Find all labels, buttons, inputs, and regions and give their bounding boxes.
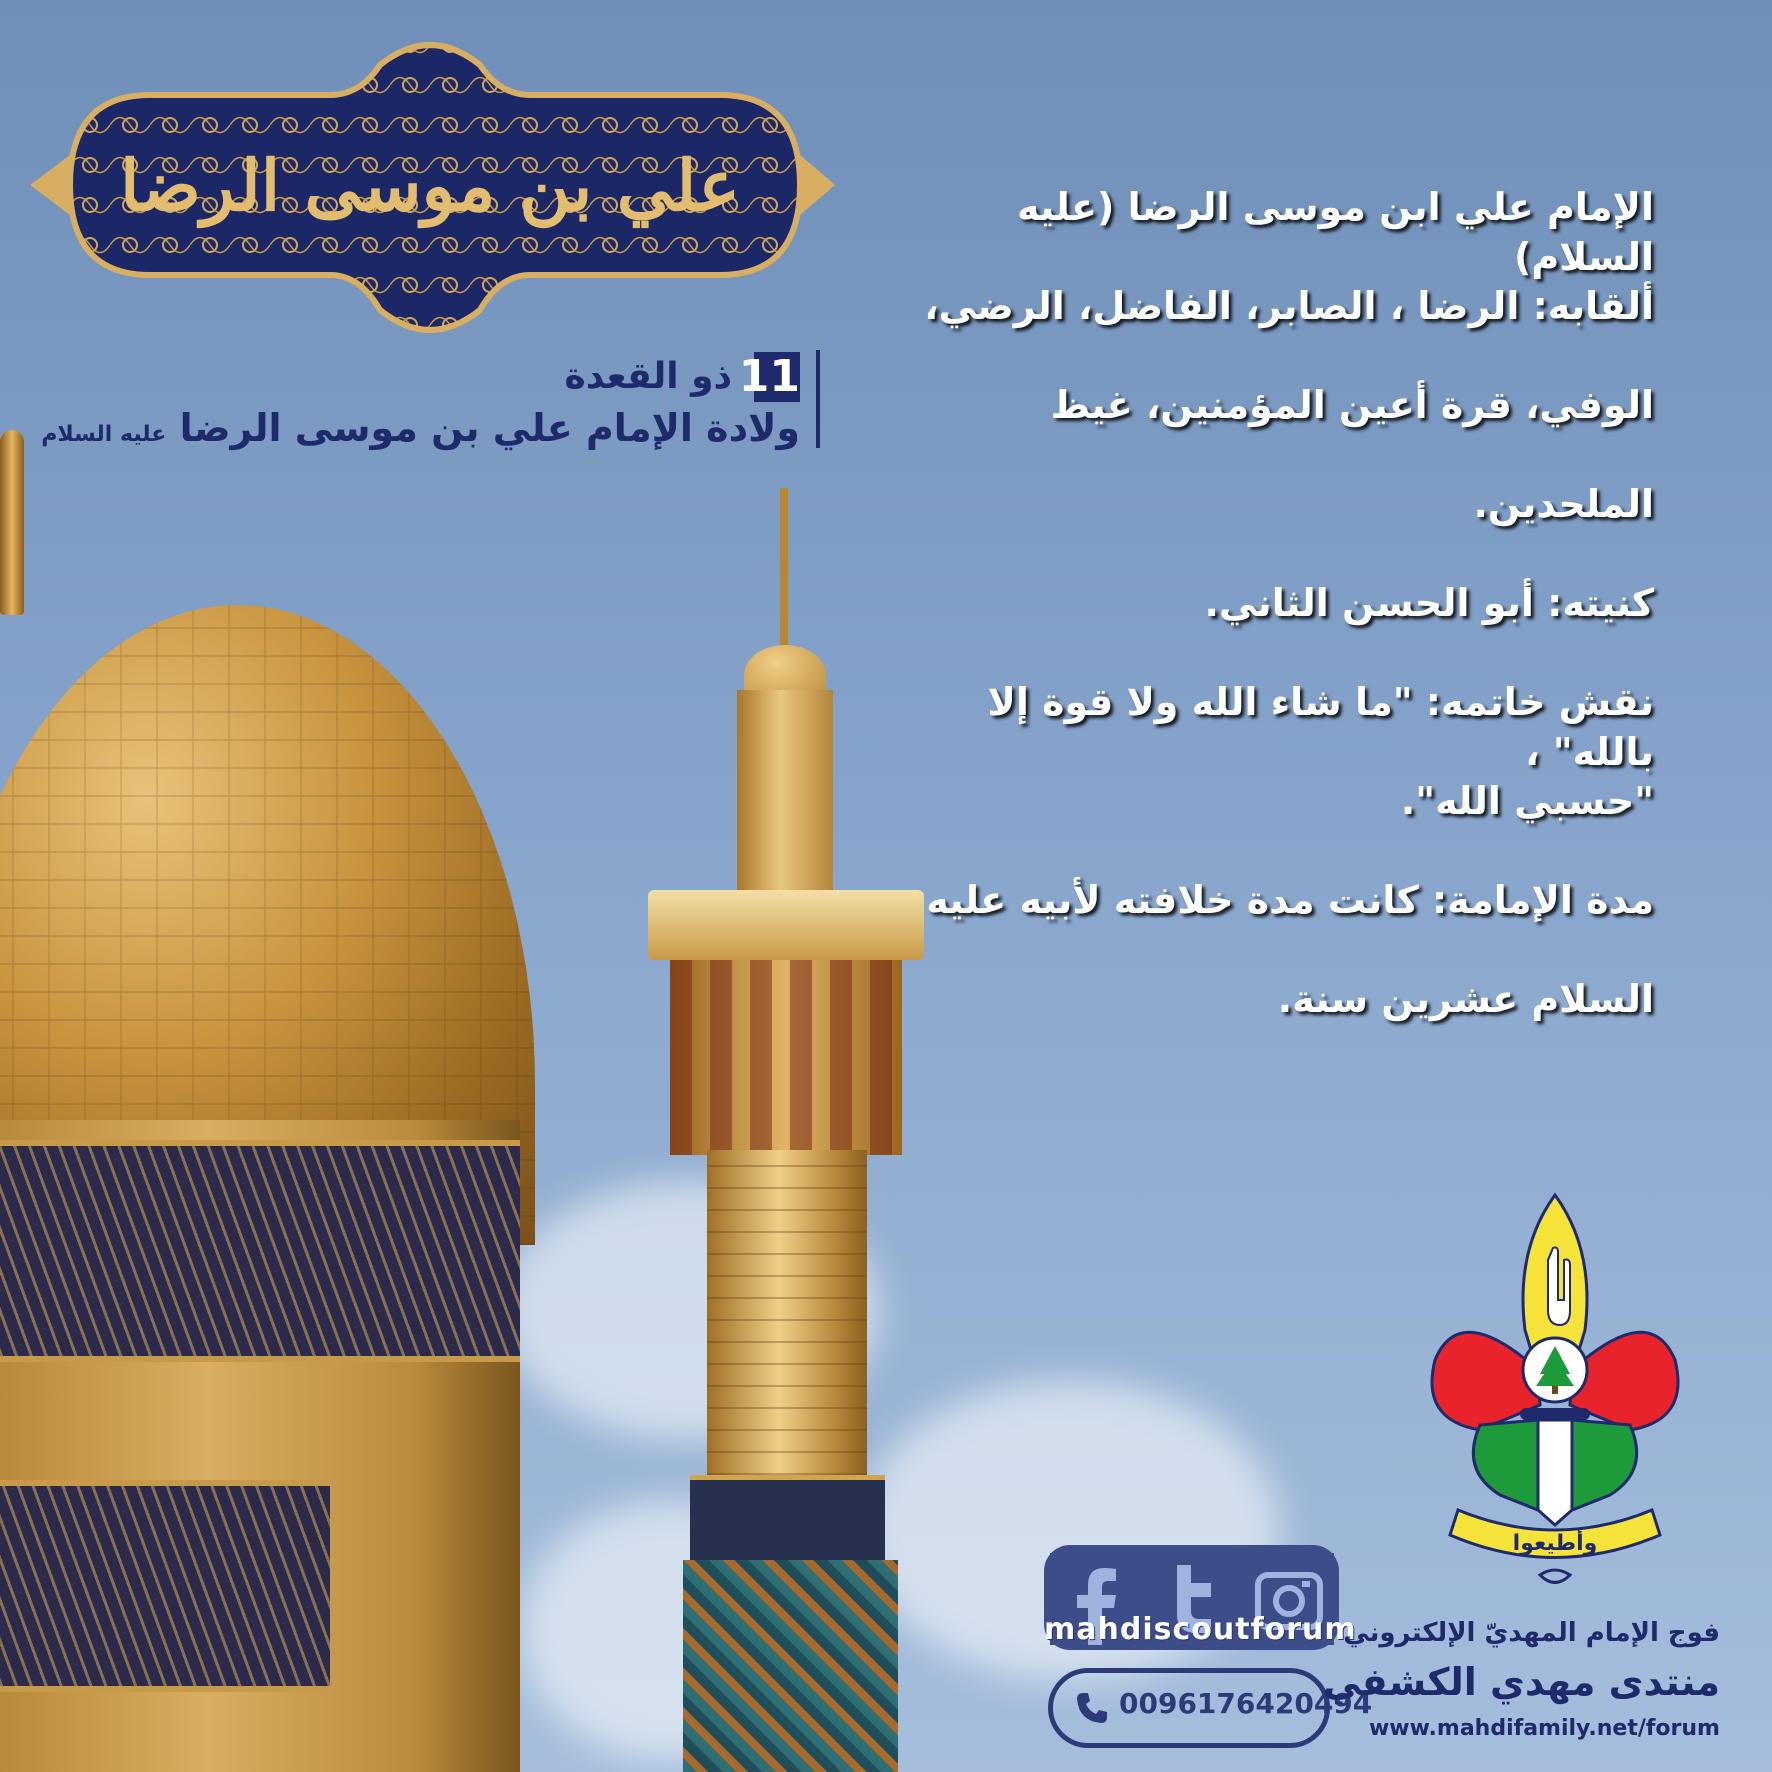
phone-number: 0096176420494 — [1119, 1687, 1373, 1720]
dome-finial — [0, 430, 24, 615]
phone-box[interactable] — [1048, 1668, 1373, 1748]
minaret-balcony — [648, 890, 924, 960]
calligraphy-text: علي بن موسى الرضا — [120, 144, 740, 227]
dome-drum — [0, 1120, 520, 1772]
footer-url[interactable]: www.mahdifamily.net/forum — [1368, 1716, 1720, 1741]
minaret-shaft — [707, 1150, 867, 1475]
info-line: الإمام علي ابن موسى الرضا (عليه السلام) — [1016, 185, 1654, 279]
date-block — [40, 350, 820, 455]
info-line: الوفي، قرة أعين المؤمنين، غيظ — [1050, 383, 1654, 427]
footer-group-name: فوج الإمام المهديّ الإلكتروني — [1343, 1618, 1720, 1648]
date-divider — [816, 350, 820, 448]
logo-motto: وأطيعوا — [1512, 1531, 1598, 1556]
date-title — [41, 406, 800, 450]
info-line: كنيته: أبو الحسن الثاني. — [1204, 581, 1654, 625]
scout-logo — [1420, 1190, 1690, 1600]
info-line: الملحدين. — [1473, 482, 1654, 526]
phone-icon — [1075, 1691, 1109, 1725]
minaret-spire — [780, 488, 788, 648]
minaret-inscription-band — [690, 1475, 885, 1565]
info-line: "حسبي الله". — [1400, 779, 1654, 823]
info-line: ألقابه: الرضا ، الصابر، الفاضل، الرضي، — [924, 284, 1654, 328]
date-day: 11 — [738, 351, 800, 402]
info-text — [914, 182, 1654, 1073]
dome-inscription-panel — [0, 1480, 330, 1692]
info-line: نقش خاتمه: "ما شاء الله ولا قوة إلا بالله" ، — [987, 680, 1654, 774]
minaret-upper — [737, 690, 833, 900]
date-month: ذو القعدة — [564, 356, 732, 397]
dome-inscription-band — [0, 1140, 520, 1362]
footer-forum-name: منتدى مهدي الكشفي — [1322, 1660, 1720, 1704]
date-honorific: عليه السلام — [41, 422, 167, 447]
date-title-text: ولادة الإمام علي بن موسى الرضا — [179, 406, 800, 450]
minaret-tile-base — [683, 1560, 898, 1772]
info-line: السلام عشرين سنة. — [1277, 977, 1654, 1021]
minaret-muqarnas — [670, 960, 902, 1155]
info-line: مدة الإمامة: كانت مدة خلافته لأبيه عليه — [926, 878, 1654, 922]
social-handle[interactable]: mahdiscoutforum — [1044, 1612, 1357, 1647]
calligraphy-plaque — [30, 25, 835, 350]
